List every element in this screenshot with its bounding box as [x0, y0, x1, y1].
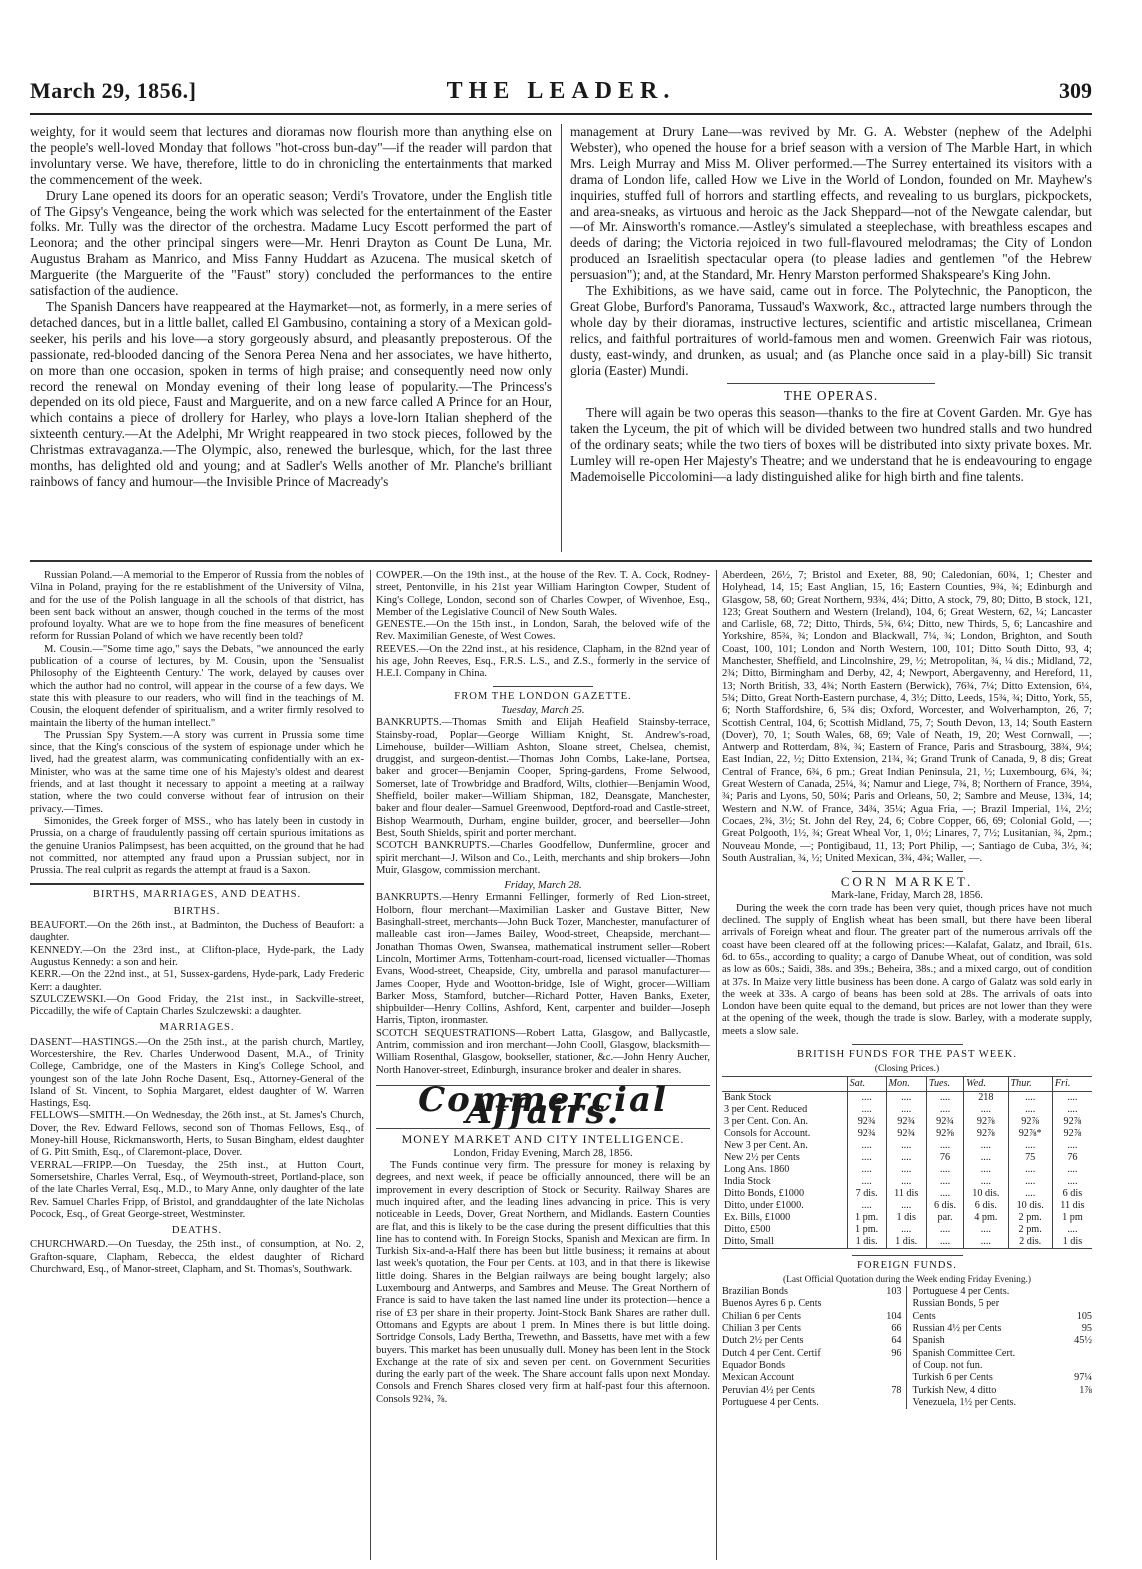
- foreign-fund-name: Spanish: [912, 1335, 945, 1347]
- foreign-fund-row: [722, 1348, 902, 1360]
- foreign-fund-price: 104: [886, 1310, 902, 1322]
- foreign-fund-price: 97¼: [1074, 1372, 1092, 1384]
- funds-column-header: Mon.: [886, 1076, 926, 1091]
- masthead-rule: [30, 113, 1092, 115]
- foreign-fund-price: 1⅞: [1079, 1384, 1092, 1396]
- funds-column-header: Tues.: [926, 1076, 963, 1091]
- operas-heading: THE OPERAS.: [783, 387, 879, 403]
- funds-cell: ....: [926, 1104, 963, 1116]
- foreign-fund-name: Portuguese 4 per Cents.: [722, 1396, 819, 1408]
- funds-cell: ....: [964, 1236, 1008, 1249]
- section-rule: [852, 871, 963, 872]
- foreign-fund-name: of Coup. not fun.: [912, 1359, 983, 1371]
- upper-left-column: [30, 124, 552, 552]
- funds-cell: 76: [1052, 1152, 1092, 1164]
- foreign-fund-name: Portuguese 4 per Cents.: [912, 1286, 1010, 1298]
- funds-row: [722, 1091, 1092, 1104]
- foreign-fund-name: Mexican Account: [722, 1372, 795, 1384]
- foreign-fund-row: [722, 1397, 902, 1409]
- funds-cell: 2 dis.: [1008, 1236, 1052, 1249]
- foreign-fund-row: [913, 1372, 1093, 1384]
- funds-cell: 6 dis.: [964, 1200, 1008, 1212]
- funds-cell: 92⅞: [964, 1128, 1008, 1140]
- marriages-heading: MARRIAGES.: [159, 1022, 235, 1034]
- foreign-fund-row: [913, 1286, 1093, 1298]
- lower-column-3: [722, 570, 1092, 1560]
- foreign-funds-subheading: (Last Official Quotation during the Week ending Friday Evening.): [782, 1274, 1032, 1285]
- notice-entry: SZULCZEWSKI.—On Good Friday, the 21st inst., in Sackville-street, Piccadilly, the wife of Captain Charles Szulczewski: a daughter.: [30, 993, 364, 1018]
- funds-cell: ....: [926, 1224, 963, 1236]
- foreign-fund-row: [722, 1286, 902, 1298]
- funds-cell: ....: [1052, 1140, 1092, 1152]
- funds-cell: ....: [964, 1176, 1008, 1188]
- news-paragraph: Simonides, the Greek forger of MSS., who has lately been in custody in Prussia, on a charge of fraudulently passing off certain spurious imitations as the genuine Uranios Palimpsest, has been acquitted, on the ground that he had not committed, nor attempted any fraud upon a Prussian subject, nor in Prussia. The real culprit as regards the attempt at fraud is a Saxon.: [30, 815, 364, 877]
- money-dateline: London, Friday Evening, March 28, 1856.: [453, 1147, 633, 1159]
- gazette-heading: FROM THE LONDON GAZETTE.: [454, 690, 632, 702]
- foreign-fund-price: 95: [1081, 1323, 1092, 1335]
- lower-column-2: [376, 570, 710, 1560]
- funds-cell: 218: [964, 1091, 1008, 1104]
- foreign-fund-row: [722, 1323, 902, 1335]
- foreign-fund-price: 45½: [1074, 1335, 1092, 1347]
- money-market-heading: MONEY MARKET AND CITY INTELLIGENCE.: [401, 1132, 685, 1147]
- section-rule: [727, 383, 936, 384]
- funds-cell: ....: [926, 1188, 963, 1200]
- funds-row: [722, 1188, 1092, 1200]
- funds-cell: India Stock: [724, 1175, 771, 1187]
- funds-cell: 1 dis: [1052, 1236, 1092, 1249]
- funds-cell: ....: [1052, 1091, 1092, 1104]
- foreign-fund-name: Turkish New, 4 ditto: [912, 1384, 997, 1396]
- funds-cell: 10 dis.: [1008, 1200, 1052, 1212]
- funds-cell: ....: [964, 1140, 1008, 1152]
- foreign-fund-name: Buenos Ayres 6 p. Cents: [722, 1298, 822, 1310]
- foreign-fund-row: [913, 1348, 1093, 1360]
- gazette-entry: BANKRUPTS.—Thomas Smith and Elijah Heafield Stainsby-terrace, Stainsby-road, Poplar—George William Knight, St. Andrew's-road, Limehouse, builder—William Ashton, Sloane street, Chelsea, chemist, druggist, and surgeon-dentist.—Thomas John Combs, Lake-lane, Portsea, baker and grocer—Benjamin Cooper, Spring-gardens, Frome Selwood, Somerset, late of Trowbridge and Bradford, Wilts, clothier—Benjamin Wood, Sheffield, boiler maker—William Shipman, 182, Deansgate, Manchester, baker and flour dealer—Samuel Greenwood, Deptford-road and Castle-street, Bishop Wearmouth, Durham, engine builder, grocer, and beerseller—John Best, South Shields, spirit and porter merchant.: [376, 717, 710, 839]
- money-market-text: The Funds continue very firm. The pressure for money is relaxing by degrees, and next week, if peace be officially announced, there will be an improvement in every description of Stock or Security. Railway Shares are much inquired after, and the leading lines advancing in price. This is very noticeable in Leeds, Dover, Great Northern, and Midlands. Eastern Counties are flat, and this is likely to be the case during the present difficulties that this line has to contend with. In Foreign Stocks, Spanish and Mexican are firm. In Turkish Six-and-a-Half there has been but little business; it remains at about last week's quotation, the Four per Cents. at 103, and in that there is likewise little doing. Shares in the Belgian railways are being bought largely; also Luxembourg and Antwerps, and Sambres and Meuse. The Great Northern of France is said to have taken the last named line under its protection—hence a rise of £3 per share in their property. Joint-Stock Bank Shares are rather dull. Ottomans and Egypts are about 1 prem. In Mines there is but little doing. Sortridge Consols, Lady Bertha, Trewethn, and Bassetts, have met with a few buyers. This market has been unusually dull. Money has been lent in the Stock Exchange at the rate of six and seven per cent. on Government Securities during the early part of the week. The Share account falls upon next Monday. Consols and French Shares closed very firm at half-past four this afternoon. Consols 92¾, ⅞.: [376, 1160, 710, 1405]
- funds-cell: New 2½ per Cents: [724, 1151, 800, 1163]
- funds-column-header: Sat.: [847, 1076, 886, 1091]
- funds-cell: 92¾: [926, 1116, 963, 1128]
- foreign-fund-name: Cents: [912, 1310, 936, 1322]
- funds-cell: 92⅞: [964, 1116, 1008, 1128]
- foreign-fund-row: [913, 1335, 1093, 1347]
- bmd-heading: BIRTHS, MARRIAGES, AND DEATHS.: [92, 889, 302, 901]
- funds-cell: ....: [964, 1152, 1008, 1164]
- funds-row: [722, 1152, 1092, 1164]
- funds-cell: Ditto, Small: [722, 1236, 847, 1249]
- notice-entry: KENNEDY.—On the 23rd inst., at Clifton-place, Hyde-park, the Lady Augustus Kennedy: a son and heir.: [30, 944, 364, 968]
- foreign-fund-row: [913, 1397, 1093, 1409]
- article-paragraph: The Spanish Dancers have reappeared at the Haymarket—not, as formerly, in a mere series of detached dances, but in a little ballet, called El Gambusino, containing a story of a Mexican gold-seeker, his perils and his love—a story gorgeously absurd, and pleasantly preposterous. Of the passionate, red-blooded dancing of the Senora Perea Nena and her associates, we have hitherto, on more than one occasion, spoken in terms of high praise; and consequently need now only record the renewal on Monday evening of their long lease of popularity.—The Princess's depended on its old piece, Faust and Marguerite, and on a new farce called A Prince for an Hour, which contains a piece of drollery for Harley, who plays a love-lorn Italian shepherd of the sixteenth century.—At the Adelphi, Mr Wright reappeared in two stock pieces, followed by the Christmas extravaganza.—The Olympic, also, renewed the burlesque, which, for the last three months, has delighted old and young; and at Sadler's Wells another of Mr. Planche's brilliant rainbows of fancy and humour—the Invisible Prince of Macready's: [30, 298, 552, 489]
- section-divider: [30, 560, 1092, 562]
- funds-cell: Long Ans. 1860: [724, 1163, 790, 1175]
- funds-row: [722, 1116, 1092, 1128]
- notice-entry: VERRAL—FRIPP.—On Tuesday, the 25th inst., at Hutton Court, Somersetshire, Charles Verral, Esq., of Weymouth-street, Portland-place, son of the late Charles Verral, Esq., M.D., to Mary Anne, only daughter of the late Rev. Samuel Charles Fripp, of Bristol, and granddaughter of the late Nicholas Pocock, Esq., of Great George-street, Westminster.: [30, 1159, 364, 1220]
- gazette-date: Friday, March 28.: [504, 880, 582, 892]
- column-divider: [370, 570, 371, 1560]
- column-divider: [716, 570, 717, 1560]
- funds-column-header: Wed.: [964, 1076, 1008, 1091]
- foreign-fund-name: Chilian 3 per Cents: [722, 1323, 801, 1335]
- funds-cell: 1 dis: [886, 1212, 926, 1224]
- foreign-fund-row: [913, 1311, 1093, 1323]
- funds-cell: 1 dis.: [886, 1236, 926, 1249]
- funds-row: [722, 1128, 1092, 1140]
- funds-cell: ....: [1008, 1188, 1052, 1200]
- funds-cell: ....: [886, 1104, 926, 1116]
- funds-cell: ....: [1052, 1176, 1092, 1188]
- funds-row: [722, 1200, 1092, 1212]
- foreign-fund-name: Equador Bonds: [722, 1359, 786, 1371]
- funds-cell: 92¾: [847, 1128, 886, 1140]
- news-paragraph: M. Cousin.—"Some time ago," says the Debats, "we announced the early publication of a course of lectures, by M. Cousin, upon the 'Sensualist Philosophy of the Eighteenth Century.' The work, delayed by causes over which the author had no control, will appear in the course of a few days. We state this with pleasure to our readers, who will find in the teachings of M. Cousin, the eloquent defender of spiritualism, and a writer firmly resolved to maintain the liberty of the human intellect.": [30, 643, 364, 729]
- funds-cell: 92⅞: [1052, 1116, 1092, 1128]
- funds-cell: 1 pm: [1052, 1212, 1092, 1224]
- foreign-fund-name: Dutch 4 per Cent. Certif: [722, 1347, 821, 1359]
- newspaper-title: THE LEADER.: [446, 78, 676, 104]
- foreign-fund-name: Chilian 6 per Cents: [722, 1310, 801, 1322]
- funds-cell: ....: [886, 1200, 926, 1212]
- funds-cell: ....: [886, 1140, 926, 1152]
- foreign-fund-name: Brazilian Bonds: [722, 1286, 788, 1298]
- funds-cell: 2 pm.: [1008, 1212, 1052, 1224]
- funds-row: [722, 1140, 1092, 1152]
- gazette-entry: SCOTCH BANKRUPTS.—Charles Goodfellow, Dunfermline, grocer and spirit merchant—J. Wilson and Co., Leith, merchants and ship brokers—John Muir, Glasgow, commission merchant.: [376, 840, 710, 876]
- funds-cell: ....: [847, 1164, 886, 1176]
- section-rule: [30, 883, 364, 885]
- funds-cell: Bank Stock: [724, 1091, 772, 1103]
- section-rule: [852, 1255, 963, 1256]
- foreign-fund-price: 103: [886, 1286, 902, 1298]
- notice-entry: DASENT—HASTINGS.—On the 25th inst., at the parish church, Martley, Worcestershire, the Rev. Charles Underwood Dasent, M.A., of Trinity College, Cambridge, one of the Masters in King's College School, and youngest son of the late John Roche Dasent, Esq., Attorney-General of the Island of St. Vincent, to Sophia Margaret, eldest daughter of W. Warren Hastings, Esq.: [30, 1036, 364, 1110]
- funds-cell: 76: [926, 1152, 963, 1164]
- funds-cell: ....: [926, 1140, 963, 1152]
- page-number: 309: [1059, 78, 1092, 103]
- funds-cell: 75: [1008, 1152, 1052, 1164]
- funds-cell: ....: [926, 1164, 963, 1176]
- funds-cell: ....: [964, 1224, 1008, 1236]
- notice-entry: REEVES.—On the 22nd inst., at his residence, Clapham, in the 82nd year of his age, John Reeves, Esq., F.R.S. L.S., and Z.S., formerly in the service of H.E.I. Company in China.: [376, 643, 710, 680]
- notice-entry: COWPER.—On the 19th inst., at the house of the Rev. T. A. Cock, Rodney-street, Pentonville, in his 21st year William Harington Cowper, Student of King's College, London, second son of Charles Cowper, of Wivenhoe, Esq., Member of the Legislative Council of New South Wales.: [376, 570, 710, 618]
- funds-cell: ....: [886, 1224, 926, 1236]
- funds-cell: ....: [847, 1091, 886, 1104]
- corn-dateline: Mark-lane, Friday, March 28, 1856.: [831, 890, 983, 902]
- foreign-fund-row: [913, 1298, 1093, 1310]
- column-divider: [561, 124, 562, 552]
- funds-cell: 6 dis.: [926, 1200, 963, 1212]
- foreign-fund-price: 105: [1076, 1310, 1092, 1322]
- masthead: [30, 78, 1092, 112]
- funds-cell: ....: [847, 1140, 886, 1152]
- foreign-fund-row: [722, 1335, 902, 1347]
- funds-cell: ....: [847, 1200, 886, 1212]
- gazette-entry: SCOTCH SEQUESTRATIONS—Robert Latta, Glasgow, and Ballycastle, Antrim, commission and iron merchant—John Cooll, Glasgow, blacksmith—William Rosenthal, Glasgow, bookseller, stationer, &c.—John Henry Aucher, North Hanover-street, Edinburgh, insurance broker and dealer in shares.: [376, 1027, 710, 1076]
- funds-cell: ....: [1052, 1164, 1092, 1176]
- funds-cell: ....: [1008, 1104, 1052, 1116]
- funds-cell: ....: [1008, 1091, 1052, 1104]
- foreign-fund-price: 64: [891, 1335, 902, 1347]
- foreign-fund-row: [913, 1385, 1093, 1397]
- foreign-fund-name: Peruvian 4½ per Cents: [722, 1384, 815, 1396]
- gazette-date: Tuesday, March 25.: [501, 704, 585, 716]
- funds-cell: ....: [964, 1104, 1008, 1116]
- funds-cell: 6 dis: [1052, 1188, 1092, 1200]
- issue-date: March 29, 1856.]: [30, 78, 197, 103]
- funds-cell: ....: [886, 1091, 926, 1104]
- funds-row: [722, 1164, 1092, 1176]
- funds-row: [722, 1104, 1092, 1116]
- funds-cell: 92⅝: [926, 1128, 963, 1140]
- corn-market-heading: CORN MARKET.: [840, 874, 974, 890]
- foreign-fund-price: 66: [891, 1323, 902, 1335]
- funds-cell: ....: [886, 1176, 926, 1188]
- funds-cell: Ditto, £500: [724, 1223, 771, 1235]
- news-paragraph: Russian Poland.—A memorial to the Emperor of Russia from the nobles of Vilna in Poland, praying for the re establishment of the University of Vilna, and for the use of the Polish language in all the schools of that district, has been sent back without an answer, though couched in the terms of the most profound loyalty. What are we to hope from the fine measures of beneficent reform for Russian Poland of which we have recently been told?: [30, 570, 364, 643]
- funds-cell: par.: [926, 1212, 963, 1224]
- foreign-fund-row: [722, 1385, 902, 1397]
- foreign-fund-price: 78: [891, 1384, 902, 1396]
- funds-cell: ....: [926, 1236, 963, 1249]
- british-funds-heading: BRITISH FUNDS FOR THE PAST WEEK.: [797, 1048, 1017, 1060]
- funds-cell: ....: [1052, 1104, 1092, 1116]
- funds-cell: ....: [1008, 1140, 1052, 1152]
- foreign-fund-row: [722, 1372, 902, 1384]
- section-rule: [493, 686, 593, 687]
- funds-cell: 7 dis.: [847, 1188, 886, 1200]
- funds-cell: 1 pm.: [847, 1224, 886, 1236]
- foreign-fund-row: [722, 1298, 902, 1310]
- funds-cell: ....: [926, 1176, 963, 1188]
- foreign-fund-name: Venezuela, 1½ per Cents.: [912, 1396, 1017, 1408]
- funds-cell: 92¾: [886, 1116, 926, 1128]
- births-heading: BIRTHS.: [173, 905, 221, 917]
- funds-cell: ....: [1008, 1164, 1052, 1176]
- funds-column-header: [722, 1076, 847, 1091]
- funds-cell: 10 dis.: [964, 1188, 1008, 1200]
- funds-cell: 3 per Cent. Reduced: [724, 1103, 808, 1115]
- notice-entry: GENESTE.—On the 15th inst., in London, Sarah, the beloved wife of the Rev. Maximilian Geneste, of West Cowes.: [376, 619, 710, 643]
- funds-cell: ....: [847, 1176, 886, 1188]
- funds-cell: ....: [964, 1164, 1008, 1176]
- foreign-fund-name: Turkish 6 per Cents: [912, 1372, 993, 1384]
- foreign-fund-name: Dutch 2½ per Cents: [722, 1335, 804, 1347]
- deaths-heading: DEATHS.: [171, 1225, 223, 1237]
- foreign-fund-name: Russian Bonds, 5 per: [912, 1298, 1000, 1310]
- funds-cell: 92⅞: [1008, 1116, 1052, 1128]
- foreign-fund-price: 96: [891, 1347, 902, 1359]
- news-paragraph: The Prussian Spy System.—A story was current in Prussia some time since, that the King's conscious of the system of espionage under which he lived, had the greatest alarm, was communicating confidentially with an ex-Minister, who was at the same time one of his Majesty's oldest and dearest friends, and at last thought it necessary to appoint a meeting at a railway station, where the two could converse without fear of intrusion on their privacy.—Times.: [30, 729, 364, 815]
- funds-row: [722, 1236, 1092, 1249]
- operas-paragraph: There will again be two operas this season—thanks to the fire at Covent Garden. Mr. Gye has taken the Lyceum, the pit of which will be divided between two hundred stalls and two hundred of the ordinary seats; while the two tiers of boxes will be distributed into sixty private boxes. Mr. Lumley will re-open Her Majesty's Theatre; and we understand that he is endeavouring to engage Mademoiselle Piccolomini—a lady distinguished alike for high birth and fine talents.: [570, 405, 1092, 485]
- funds-cell: 92¾: [847, 1116, 886, 1128]
- foreign-fund-row: [722, 1360, 902, 1372]
- funds-cell: 3 per Cent. Con. An.: [724, 1115, 809, 1127]
- section-rule: [852, 1044, 963, 1045]
- funds-column-header: Fri.: [1052, 1076, 1092, 1091]
- notice-entry: CHURCHWARD.—On Tuesday, the 25th inst., of consumption, at No. 2, Grafton-square, Clapham, Rebecca, the eldest daughter of Richard Churchward, Esq., of Manor-street, Clapham, and St. Thomas's, Southwark.: [30, 1239, 364, 1276]
- funds-cell: Ex. Bills, £1000: [724, 1211, 791, 1223]
- notice-entry: BEAUFORT.—On the 26th inst., at Badminton, the Duchess of Beaufort: a daughter.: [30, 920, 364, 944]
- funds-cell: Consols for Account.: [724, 1127, 811, 1139]
- funds-cell: ....: [926, 1091, 963, 1104]
- funds-row: [722, 1212, 1092, 1224]
- funds-cell: 92⅞*: [1008, 1128, 1052, 1140]
- funds-cell: 2 pm.: [1008, 1224, 1052, 1236]
- funds-cell: 92¾: [886, 1128, 926, 1140]
- railway-prices: Aberdeen, 26½, 7; Bristol and Exeter, 88, 90; Caledonian, 60¾, 1; Chester and Holyhead, 14, 15; East Anglian, 15, 16; Eastern Counties, 9¾, ¾; Edinburgh and Glasgow, 58, 60; Great Northern, 93¾, 4¼; Ditto, A stock, 79, 80; Ditto, B stock, 121, 123; Great Southern and Western (Ireland), 104, 6; Great Western, 62, ¼; Lancaster and Carlisle, 68, 72; Ditto, Thirds, 5¾, 6¼; Ditto, new Thirds, 5, 6; Lancashire and Yorkshire, 85¾, ¾; London and Blackwall, 7¼, ¾; London, Brighton, and South Coast, 100, 101; London and North Western, 100, 101; Ditto South Ditto, 93, 4; Manchester, Sheffield, and Lincolnshire, 29, ½; Metropolitan, ¾, ¼ dis.; Midland, 72, 2¾; Ditto, Birmingham and Derby, 42, 4; Newport, Abergavenny, and Hereford, 11, 13; North British, 33, 4¾; North Eastern (Berwick), 76¾, 7¼; Ditto Extension, 6¼, 5¾; Ditto, Great North-Eastern purchase, 4, 3½; Ditto, Leeds, 15¾, ¾; Ditto, York, 55, 6; North Staffordshire, 6, 5¾ dis; Oxford, Worcester, and Wolverhampton, 26, 7; Scottish Central, 104, 6; Scottish Midland, 75, 7; South Devon, 13, 14; South Eastern (Dover), 70, 1; South Wales, 68, 69; Vale of Neath, 19, 20; West Cornwall, —; Antwerp and Rotterdam, 8¾, ¾; Eastern of France, Paris and Strasbourg, 38¾, 9¼; East Indian, 22, ½; Ditto Extension, 21¾, ¾; Grand Trunk of Canada, 9, 8 dis; Great Central of France, 6¾, 6 pm.; Great Indian Peninsula, 21, ½; Luxembourg, 6¾, ¾; Great Western of Canada, 25¼, ¾; Namur and Liege, 7¾, 8; Northern of France, 39¼, ¾; Paris and Lyons, 50, 50¾; Paris and Orleans, 50, 2; Sambre and Meuse, 13¾, 14; Western and N.W. of France, 34¾, 35¼; Agua Fria, —; Brazil Imperial, 1¼, 2½; Cocaes, 2¾, 3½; St. John del Rey, 24, 6; Cobre Copper, 66, 69; Colonial Gold, —; Great Polgooth, 1½, ¾; Great Wheal Vor, 1, 0½; Linares, 7, 7½; Lusitanian, ¾, 2pm.; Nouveau Monde, —; Pontigibaud, 11, 13; Port Philip, —; Santiago de Cuba, 3½, ¾; South Australian, ¾, ½; United Mexican, 3¾, 4¾; Waller, —.: [722, 570, 1092, 864]
- foreign-fund-row: [913, 1323, 1093, 1335]
- corn-market-text: During the week the corn trade has been very quiet, though prices have not much declined. The supply of English wheat has been small, but there have been liberal arrivals of Foreign wheat and flour. The greater part of the numerous arrivals off the coast have been cleared off at the following prices:—Kalafat, Galatz, and Ibrail, 61s. 6d. to 65s., according to quality; a cargo of Danube Wheat, out of condition, was sold as low as 60s.; Saidi, 38s. and 39s.; Beheira, 38s.; and a mixed cargo, out of condition at 37s. In Maize very little business has been done. A cargo of Galatz was sold early in the week at 33s. A cargo of beans has been sold at 28s. The arrivals of oats into London have been quite equal to the demand, but prices are not lower than they were at the opening of the week, though the trade is slow. Barley, with a moderate supply, meets a slow sale.: [722, 902, 1092, 1037]
- article-paragraph: The Exhibitions, as we have said, came out in force. The Polytechnic, the Panopticon, the Great Globe, Burford's Panorama, Tussaud's Waxwork, &c., attracted large numbers through the whole day by their dioramas, instructive lectures, scientific and artistic miscellanea, Crimean relics, and faithful portraitures of world-famous men and women. Greenwich Fair was riotous, dusty, east-windy, and drunken, as usual; and (as Planche once said in a play-bill) Sic transit gloria (Easter) Mundi.: [570, 283, 1092, 378]
- foreign-fund-name: Russian 4½ per Cents: [912, 1323, 1002, 1335]
- gazette-entry: BANKRUPTS.—Henry Ermanni Fellinger, formerly of Red Lion-street, Holborn, flour merchant—Maximilian Lasker and Gustave Bitter, New Basinghall-street, merchants—John Buck Tozer, Manchester, manufacturer of malleable cast iron—James Bailey, Wood-street, Cheapside, merchant—Jonathan Thomas Owen, Swansea, mathematical instrument seller—Robert Lincoln, Mortimer Arms, Tottenham-court-road, licensed victualler—Thomas Evans, Wood-street, Cheapside, City, umbrella and parasol manufacturer—James Cooper, Hyde and Wootton-bridge, Isle of Wight, grocer—William Barker Moss, Stamford, butcher—Richard Potter, Haven Banks, Exeter, shipbuilder—Henry Collins, Ashford, Kent, carpenter and builder—Joseph Harris, Tipton, ironmaster.: [376, 892, 710, 1027]
- funds-cell: 92⅞: [1052, 1128, 1092, 1140]
- article-paragraph: weighty, for it would seem that lectures and dioramas now flourish more than anything else on the people's well-loved Monday that follows "hot-cross bun-day"—if the reader will pardon that involuntary verse. We have, therefore, little to do in chronicling the entertainments that marked the commencement of the week.: [30, 124, 552, 187]
- funds-cell: New 3 per Cent. An.: [724, 1139, 808, 1151]
- funds-cell: Ditto Bonds, £1000: [724, 1187, 805, 1199]
- foreign-fund-row: [722, 1311, 902, 1323]
- funds-row: [722, 1176, 1092, 1188]
- funds-cell: 11 dis: [1052, 1200, 1092, 1212]
- commercial-affairs-heading: Commercial Affairs.: [418, 1079, 668, 1133]
- funds-cell: 4 pm.: [964, 1212, 1008, 1224]
- foreign-funds-list: [722, 1286, 1092, 1409]
- notice-entry: FELLOWS—SMITH.—On Wednesday, the 26th inst., at St. James's Church, Dover, the Rev. Edward Fellows, second son of Thomas Fellows, Esq., of Money-hill House, Rickmansworth, Herts, to Susan Bingham, eldest daughter of G. Pitt Smith, Esq., of Claremont-place, Dover.: [30, 1110, 364, 1159]
- funds-cell: ....: [886, 1152, 926, 1164]
- funds-cell: ....: [847, 1152, 886, 1164]
- foreign-funds-heading: FOREIGN FUNDS.: [857, 1259, 957, 1271]
- funds-row: [722, 1224, 1092, 1236]
- funds-cell: 1 pm.: [847, 1212, 886, 1224]
- british-funds-subheading: (Closing Prices.): [874, 1063, 940, 1075]
- funds-cell: Ditto, under £1000.: [724, 1199, 804, 1211]
- notice-entry: KERR.—On the 22nd inst., at 51, Sussex-gardens, Hyde-park, Lady Frederic Kerr: a daughter.: [30, 969, 364, 993]
- british-funds-table: [722, 1076, 1092, 1249]
- article-paragraph: management at Drury Lane—was revived by Mr. G. A. Webster (nephew of the Adelphi Webster), who opened the house for a brief season with a version of The Marble Hart, in which Mrs. Leigh Murray and Miss M. Oliver performed.—The Surrey entertained its visitors with a drama of London life, called How we Live in the World of London, founded on Mr. Mayhew's inquiries, stuffed full of horrors and startling effects, and revealing to us burglars, pickpockets, and area-sneaks, as virtuous and heroic as the Jack Sheppard—not of the Newgate calendar, but—of Mr. Ainsworth's romance.—Astley's simulated a steeplechase, with breathless escapes and deeds of daring; the Victoria rejoiced in two full-flavoured melodramas; the City of London produced an Israelitish spectacular opera (to please ladies and gentlemen "of the Hebrew persuasion"); and, at the Standard, Mr. Henry Marston performed Shakspeare's King John.: [570, 124, 1092, 283]
- lower-column-1: [30, 570, 364, 1560]
- foreign-fund-name: Spanish Committee Cert.: [912, 1347, 1016, 1359]
- funds-cell: ....: [847, 1104, 886, 1116]
- foreign-fund-row: [913, 1360, 1093, 1372]
- funds-cell: ....: [886, 1164, 926, 1176]
- funds-cell: ....: [1008, 1176, 1052, 1188]
- funds-cell: ....: [1052, 1224, 1092, 1236]
- article-paragraph: Drury Lane opened its doors for an operatic season; Verdi's Trovatore, under the English title of The Gipsy's Vengeance, being the work which was selected for the entertainment of the Easter folks. Mr. Tully was the director of the orchestra. Madame Lucy Escott performed the part of Leonora; and the other principal singers were—Mr. Henri Drayton as Count De Luna, Mr. Augustus Braham as Manrico, and Miss Fanny Huddart as Azucena. The musical sketch of Marguerite (the Marguerite of the "Faust" story) concluded the performances to the entire satisfaction of the audience.: [30, 187, 552, 299]
- funds-cell: 1 dis.: [847, 1236, 886, 1249]
- funds-cell: 11 dis: [886, 1188, 926, 1200]
- funds-column-header: Thur.: [1008, 1076, 1052, 1091]
- upper-right-column: [570, 124, 1092, 552]
